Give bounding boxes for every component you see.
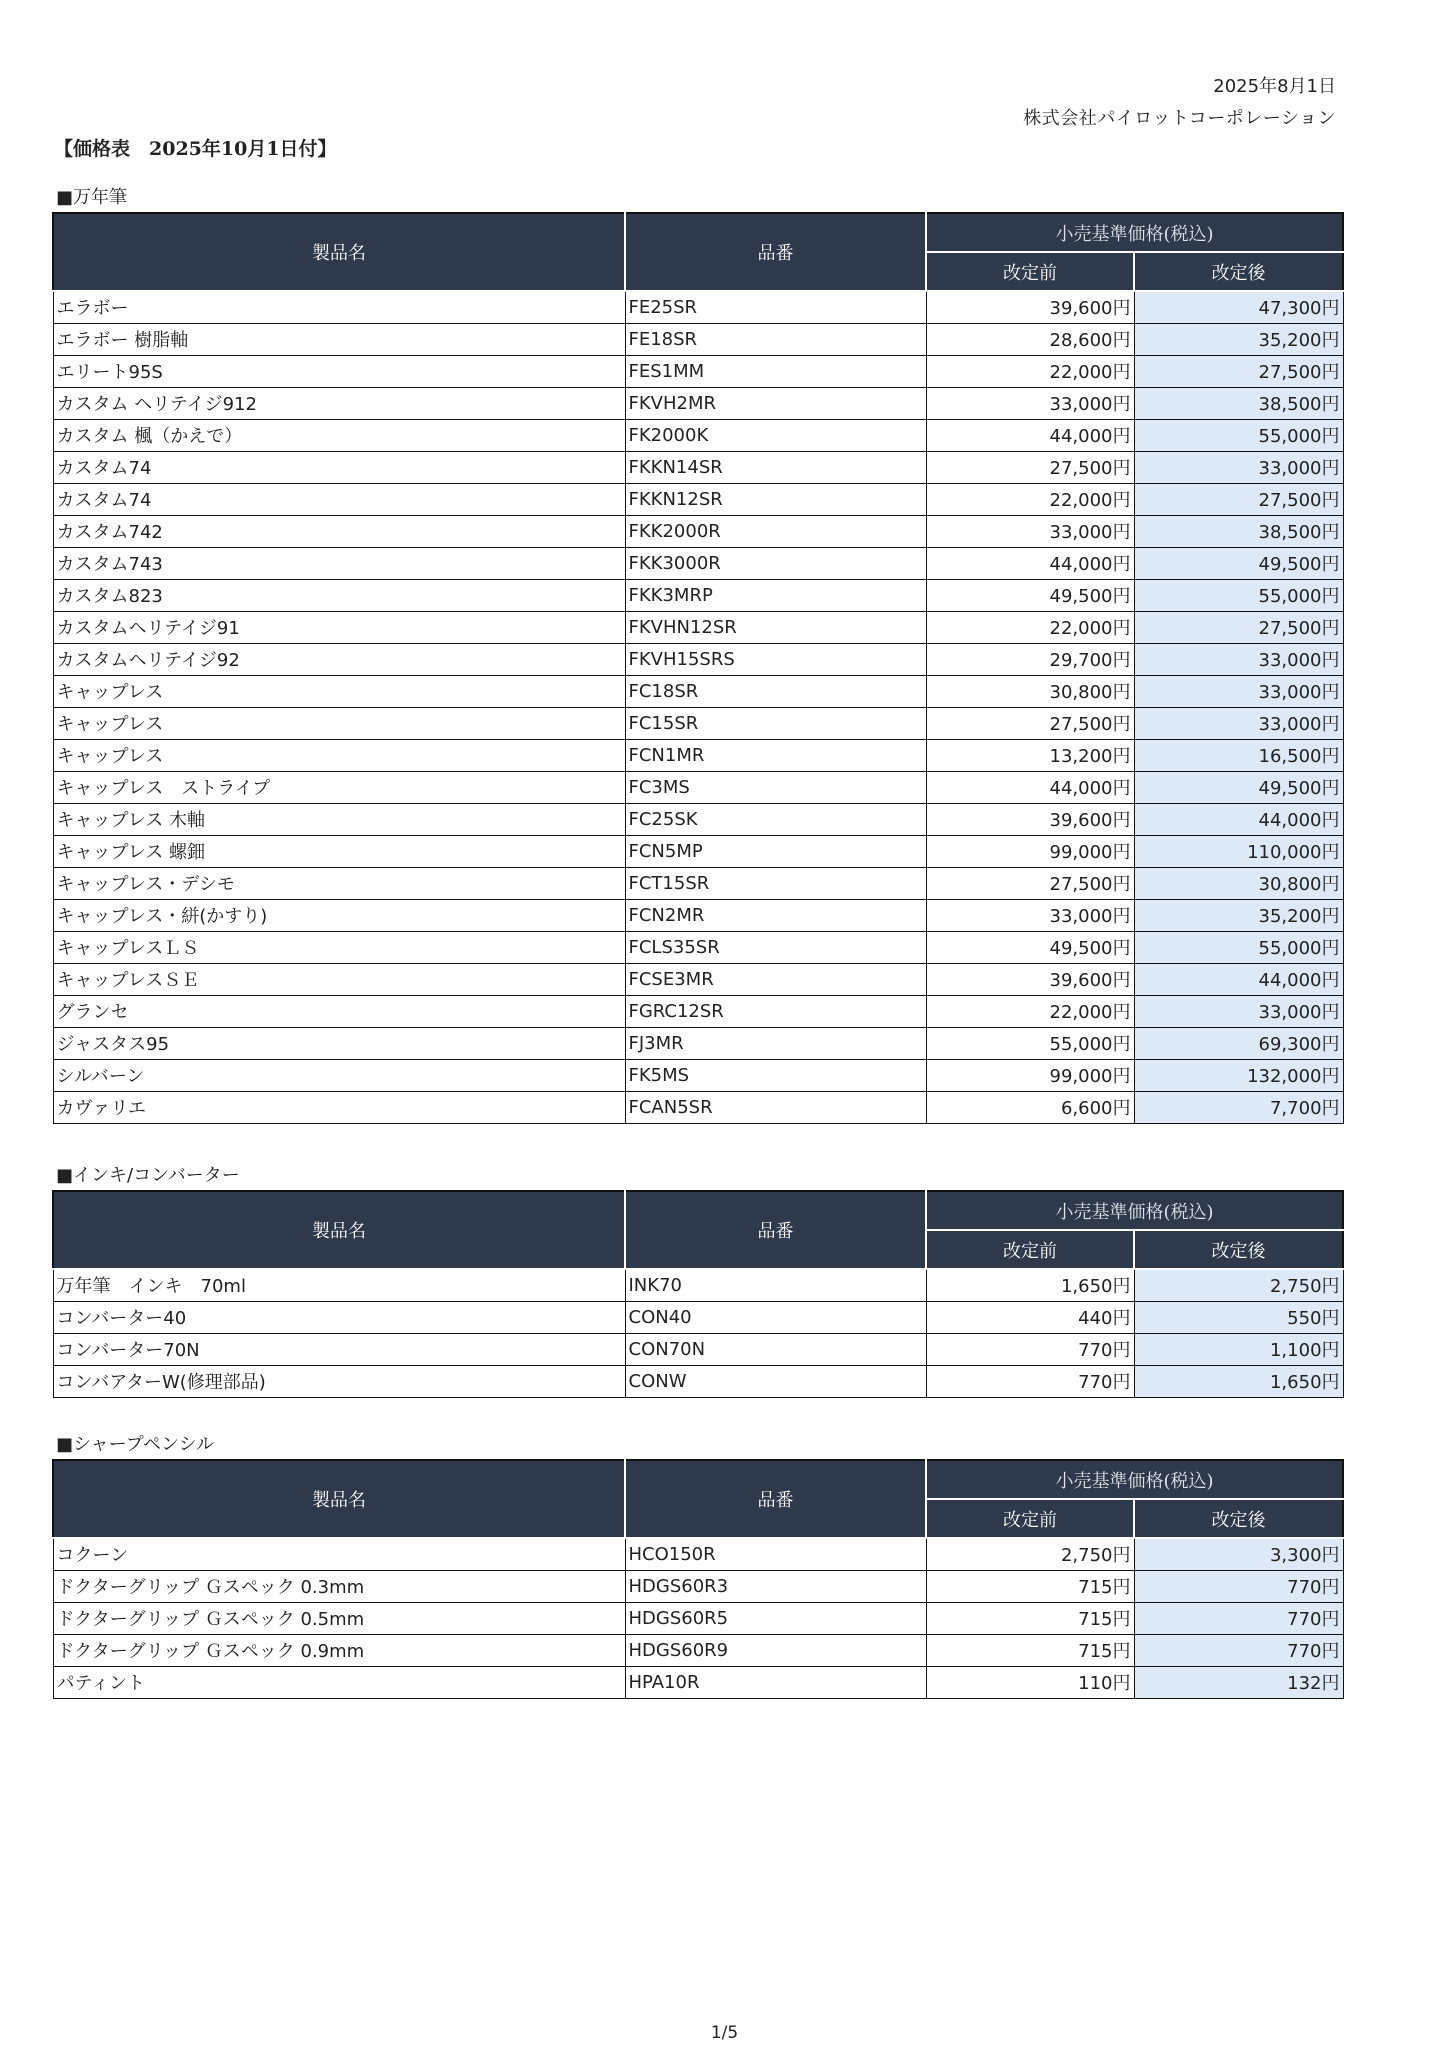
price-before-cell: 99,000円 [926, 835, 1134, 867]
price-after-cell: 47,300円 [1134, 291, 1343, 323]
price-after-cell: 132円 [1134, 1666, 1343, 1698]
table-row [53, 387, 1343, 419]
product-name-cell: エラボー 樹脂軸 [53, 323, 625, 355]
price-before-cell: 440円 [926, 1301, 1134, 1333]
price-after-cell: 38,500円 [1134, 387, 1343, 419]
table-row [53, 579, 1343, 611]
product-name-cell: コンバアターW(修理部品) [53, 1365, 625, 1397]
table-row [53, 803, 1343, 835]
product-code-cell: CON40 [625, 1301, 926, 1333]
table-row [53, 1059, 1343, 1091]
product-code-cell: FE25SR [625, 291, 926, 323]
price-before-cell: 33,000円 [926, 387, 1134, 419]
column-header-retail-price: 小売基準価格(税込) [926, 1460, 1343, 1499]
product-code-cell: INK70 [625, 1269, 926, 1301]
price-before-cell: 49,500円 [926, 931, 1134, 963]
price-after-cell: 770円 [1134, 1602, 1343, 1634]
price-after-cell: 27,500円 [1134, 611, 1343, 643]
column-header-product-name: 製品名 [53, 213, 625, 291]
product-code-cell: FKKN14SR [625, 451, 926, 483]
price-before-cell: 30,800円 [926, 675, 1134, 707]
price-after-cell: 30,800円 [1134, 867, 1343, 899]
price-after-cell: 69,300円 [1134, 1027, 1343, 1059]
section-mechanical-pencils [52, 1431, 1342, 1699]
price-before-cell: 6,600円 [926, 1091, 1134, 1123]
table-row [53, 867, 1343, 899]
price-before-cell: 99,000円 [926, 1059, 1134, 1091]
product-code-cell: HDGS60R3 [625, 1570, 926, 1602]
product-code-cell: FKVH2MR [625, 387, 926, 419]
price-after-cell: 132,000円 [1134, 1059, 1343, 1091]
product-name-cell: エラボー [53, 291, 625, 323]
product-name-cell: キャップレス [53, 707, 625, 739]
table-row [53, 611, 1343, 643]
price-before-cell: 770円 [926, 1365, 1134, 1397]
product-name-cell: ドクターグリップ Ｇスペック 0.5mm [53, 1602, 625, 1634]
price-before-cell: 715円 [926, 1602, 1134, 1634]
column-header-before: 改定前 [926, 1499, 1134, 1538]
product-code-cell: FC18SR [625, 675, 926, 707]
product-name-cell: キャップレスＬＳ [53, 931, 625, 963]
product-code-cell: HCO150R [625, 1538, 926, 1570]
price-after-cell: 33,000円 [1134, 643, 1343, 675]
price-after-cell: 33,000円 [1134, 451, 1343, 483]
column-header-retail-price: 小売基準価格(税込) [926, 1191, 1343, 1230]
price-before-cell: 13,200円 [926, 739, 1134, 771]
product-name-cell: エリート95S [53, 355, 625, 387]
table-row [53, 899, 1343, 931]
price-after-cell: 7,700円 [1134, 1091, 1343, 1123]
column-header-product-code: 品番 [625, 1460, 926, 1538]
column-header-product-name: 製品名 [53, 1460, 625, 1538]
price-before-cell: 715円 [926, 1634, 1134, 1666]
price-after-cell: 27,500円 [1134, 355, 1343, 387]
table-row [53, 291, 1343, 323]
document-title: 【価格表 2025年10月1日付】 [54, 138, 337, 160]
price-before-cell: 39,600円 [926, 963, 1134, 995]
price-before-cell: 33,000円 [926, 515, 1134, 547]
table-row [53, 643, 1343, 675]
price-before-cell: 33,000円 [926, 899, 1134, 931]
table-row [53, 515, 1343, 547]
product-name-cell: カスタム742 [53, 515, 625, 547]
product-code-cell: FCN2MR [625, 899, 926, 931]
table-row [53, 1602, 1343, 1634]
table-row [53, 675, 1343, 707]
product-code-cell: FCT15SR [625, 867, 926, 899]
product-name-cell: コンバーター70N [53, 1333, 625, 1365]
price-after-cell: 49,500円 [1134, 771, 1343, 803]
price-after-cell: 44,000円 [1134, 803, 1343, 835]
price-after-cell: 35,200円 [1134, 899, 1343, 931]
table-row [53, 1091, 1343, 1123]
price-after-cell: 33,000円 [1134, 675, 1343, 707]
price-after-cell: 770円 [1134, 1634, 1343, 1666]
price-table [52, 1190, 1344, 1398]
product-name-cell: カスタム74 [53, 451, 625, 483]
table-row [53, 771, 1343, 803]
table-row [53, 1301, 1343, 1333]
price-before-cell: 22,000円 [926, 483, 1134, 515]
product-code-cell: FCLS35SR [625, 931, 926, 963]
company-name: 株式会社パイロットコーポレーション [1023, 108, 1336, 129]
document-date: 2025年8月1日 [1213, 76, 1336, 97]
product-code-cell: FKVH15SRS [625, 643, 926, 675]
column-header-after: 改定後 [1134, 1230, 1343, 1269]
column-header-retail-price: 小売基準価格(税込) [926, 213, 1343, 252]
product-code-cell: HPA10R [625, 1666, 926, 1698]
table-row [53, 739, 1343, 771]
product-name-cell: ジャスタス95 [53, 1027, 625, 1059]
product-name-cell: キャップレス・絣(かすり) [53, 899, 625, 931]
product-name-cell: グランセ [53, 995, 625, 1027]
price-before-cell: 27,500円 [926, 451, 1134, 483]
price-before-cell: 2,750円 [926, 1538, 1134, 1570]
section-fountain-pens [52, 184, 1342, 1124]
price-after-cell: 16,500円 [1134, 739, 1343, 771]
price-after-cell: 1,100円 [1134, 1333, 1343, 1365]
section-title: ■インキ/コンバーター [56, 1165, 240, 1186]
table-row [53, 419, 1343, 451]
product-code-cell: FKK2000R [625, 515, 926, 547]
price-after-cell: 38,500円 [1134, 515, 1343, 547]
price-after-cell: 55,000円 [1134, 931, 1343, 963]
page-number: 1/5 [710, 2023, 739, 2043]
product-name-cell: キャップレス・デシモ [53, 867, 625, 899]
price-before-cell: 110円 [926, 1666, 1134, 1698]
column-header-product-code: 品番 [625, 1191, 926, 1269]
product-name-cell: キャップレス 螺鈿 [53, 835, 625, 867]
price-before-cell: 39,600円 [926, 291, 1134, 323]
product-code-cell: HDGS60R9 [625, 1634, 926, 1666]
product-code-cell: FCN1MR [625, 739, 926, 771]
table-row [53, 355, 1343, 387]
product-code-cell: FKK3MRP [625, 579, 926, 611]
product-code-cell: FC25SK [625, 803, 926, 835]
product-name-cell: カスタムヘリテイジ92 [53, 643, 625, 675]
price-after-cell: 44,000円 [1134, 963, 1343, 995]
price-after-cell: 49,500円 [1134, 547, 1343, 579]
product-name-cell: カスタムヘリテイジ91 [53, 611, 625, 643]
product-name-cell: ドクターグリップ Ｇスペック 0.9mm [53, 1634, 625, 1666]
table-row [53, 1365, 1343, 1397]
product-name-cell: カスタム74 [53, 483, 625, 515]
column-header-product-name: 製品名 [53, 1191, 625, 1269]
column-header-after: 改定後 [1134, 1499, 1343, 1538]
price-after-cell: 110,000円 [1134, 835, 1343, 867]
table-row [53, 963, 1343, 995]
price-before-cell: 44,000円 [926, 547, 1134, 579]
price-before-cell: 770円 [926, 1333, 1134, 1365]
product-name-cell: キャップレスＳＥ [53, 963, 625, 995]
product-code-cell: FJ3MR [625, 1027, 926, 1059]
product-code-cell: FKK3000R [625, 547, 926, 579]
price-before-cell: 22,000円 [926, 355, 1134, 387]
price-after-cell: 3,300円 [1134, 1538, 1343, 1570]
column-header-product-code: 品番 [625, 213, 926, 291]
product-name-cell: 万年筆 インキ 70ml [53, 1269, 625, 1301]
column-header-before: 改定前 [926, 252, 1134, 291]
price-before-cell: 28,600円 [926, 323, 1134, 355]
product-name-cell: カスタム 楓（かえで） [53, 419, 625, 451]
product-name-cell: キャップレス ストライプ [53, 771, 625, 803]
price-before-cell: 22,000円 [926, 995, 1134, 1027]
table-row [53, 931, 1343, 963]
table-row [53, 547, 1343, 579]
product-name-cell: コクーン [53, 1538, 625, 1570]
product-code-cell: FGRC12SR [625, 995, 926, 1027]
product-code-cell: FCSE3MR [625, 963, 926, 995]
product-name-cell: キャップレス 木軸 [53, 803, 625, 835]
product-name-cell: カスタム ヘリテイジ912 [53, 387, 625, 419]
price-after-cell: 2,750円 [1134, 1269, 1343, 1301]
table-row [53, 483, 1343, 515]
product-code-cell: FK2000K [625, 419, 926, 451]
product-code-cell: FCAN5SR [625, 1091, 926, 1123]
product-name-cell: シルバーン [53, 1059, 625, 1091]
price-after-cell: 33,000円 [1134, 707, 1343, 739]
price-after-cell: 770円 [1134, 1570, 1343, 1602]
product-name-cell: カスタム823 [53, 579, 625, 611]
price-before-cell: 27,500円 [926, 867, 1134, 899]
price-before-cell: 44,000円 [926, 771, 1134, 803]
table-row [53, 451, 1343, 483]
table-row [53, 1027, 1343, 1059]
table-row [53, 995, 1343, 1027]
table-row [53, 707, 1343, 739]
product-code-cell: FES1MM [625, 355, 926, 387]
price-after-cell: 55,000円 [1134, 579, 1343, 611]
product-code-cell: FKKN12SR [625, 483, 926, 515]
price-before-cell: 29,700円 [926, 643, 1134, 675]
table-row [53, 1634, 1343, 1666]
product-name-cell: キャップレス [53, 675, 625, 707]
product-code-cell: FK5MS [625, 1059, 926, 1091]
product-name-cell: ドクターグリップ Ｇスペック 0.3mm [53, 1570, 625, 1602]
table-row [53, 323, 1343, 355]
column-header-after: 改定後 [1134, 252, 1343, 291]
section-title: ■万年筆 [56, 187, 128, 208]
product-name-cell: パティント [53, 1666, 625, 1698]
product-code-cell: HDGS60R5 [625, 1602, 926, 1634]
product-name-cell: カヴァリエ [53, 1091, 625, 1123]
price-after-cell: 1,650円 [1134, 1365, 1343, 1397]
price-table [52, 212, 1344, 1124]
table-row [53, 1570, 1343, 1602]
product-code-cell: CON70N [625, 1333, 926, 1365]
product-code-cell: FC15SR [625, 707, 926, 739]
product-name-cell: コンバーター40 [53, 1301, 625, 1333]
section-ink-converters [52, 1162, 1342, 1398]
product-code-cell: CONW [625, 1365, 926, 1397]
product-code-cell: FE18SR [625, 323, 926, 355]
price-before-cell: 27,500円 [926, 707, 1134, 739]
column-header-before: 改定前 [926, 1230, 1134, 1269]
table-row [53, 1269, 1343, 1301]
table-row [53, 1666, 1343, 1698]
product-code-cell: FKVHN12SR [625, 611, 926, 643]
price-before-cell: 44,000円 [926, 419, 1134, 451]
price-before-cell: 715円 [926, 1570, 1134, 1602]
price-after-cell: 35,200円 [1134, 323, 1343, 355]
price-after-cell: 55,000円 [1134, 419, 1343, 451]
price-before-cell: 55,000円 [926, 1027, 1134, 1059]
price-after-cell: 27,500円 [1134, 483, 1343, 515]
price-after-cell: 33,000円 [1134, 995, 1343, 1027]
section-title: ■シャープペンシル [56, 1434, 215, 1455]
table-row [53, 1538, 1343, 1570]
product-code-cell: FCN5MP [625, 835, 926, 867]
price-table [52, 1459, 1344, 1699]
product-code-cell: FC3MS [625, 771, 926, 803]
price-after-cell: 550円 [1134, 1301, 1343, 1333]
table-row [53, 835, 1343, 867]
product-name-cell: カスタム743 [53, 547, 625, 579]
price-before-cell: 1,650円 [926, 1269, 1134, 1301]
table-row [53, 1333, 1343, 1365]
product-name-cell: キャップレス [53, 739, 625, 771]
price-before-cell: 39,600円 [926, 803, 1134, 835]
price-before-cell: 49,500円 [926, 579, 1134, 611]
price-before-cell: 22,000円 [926, 611, 1134, 643]
